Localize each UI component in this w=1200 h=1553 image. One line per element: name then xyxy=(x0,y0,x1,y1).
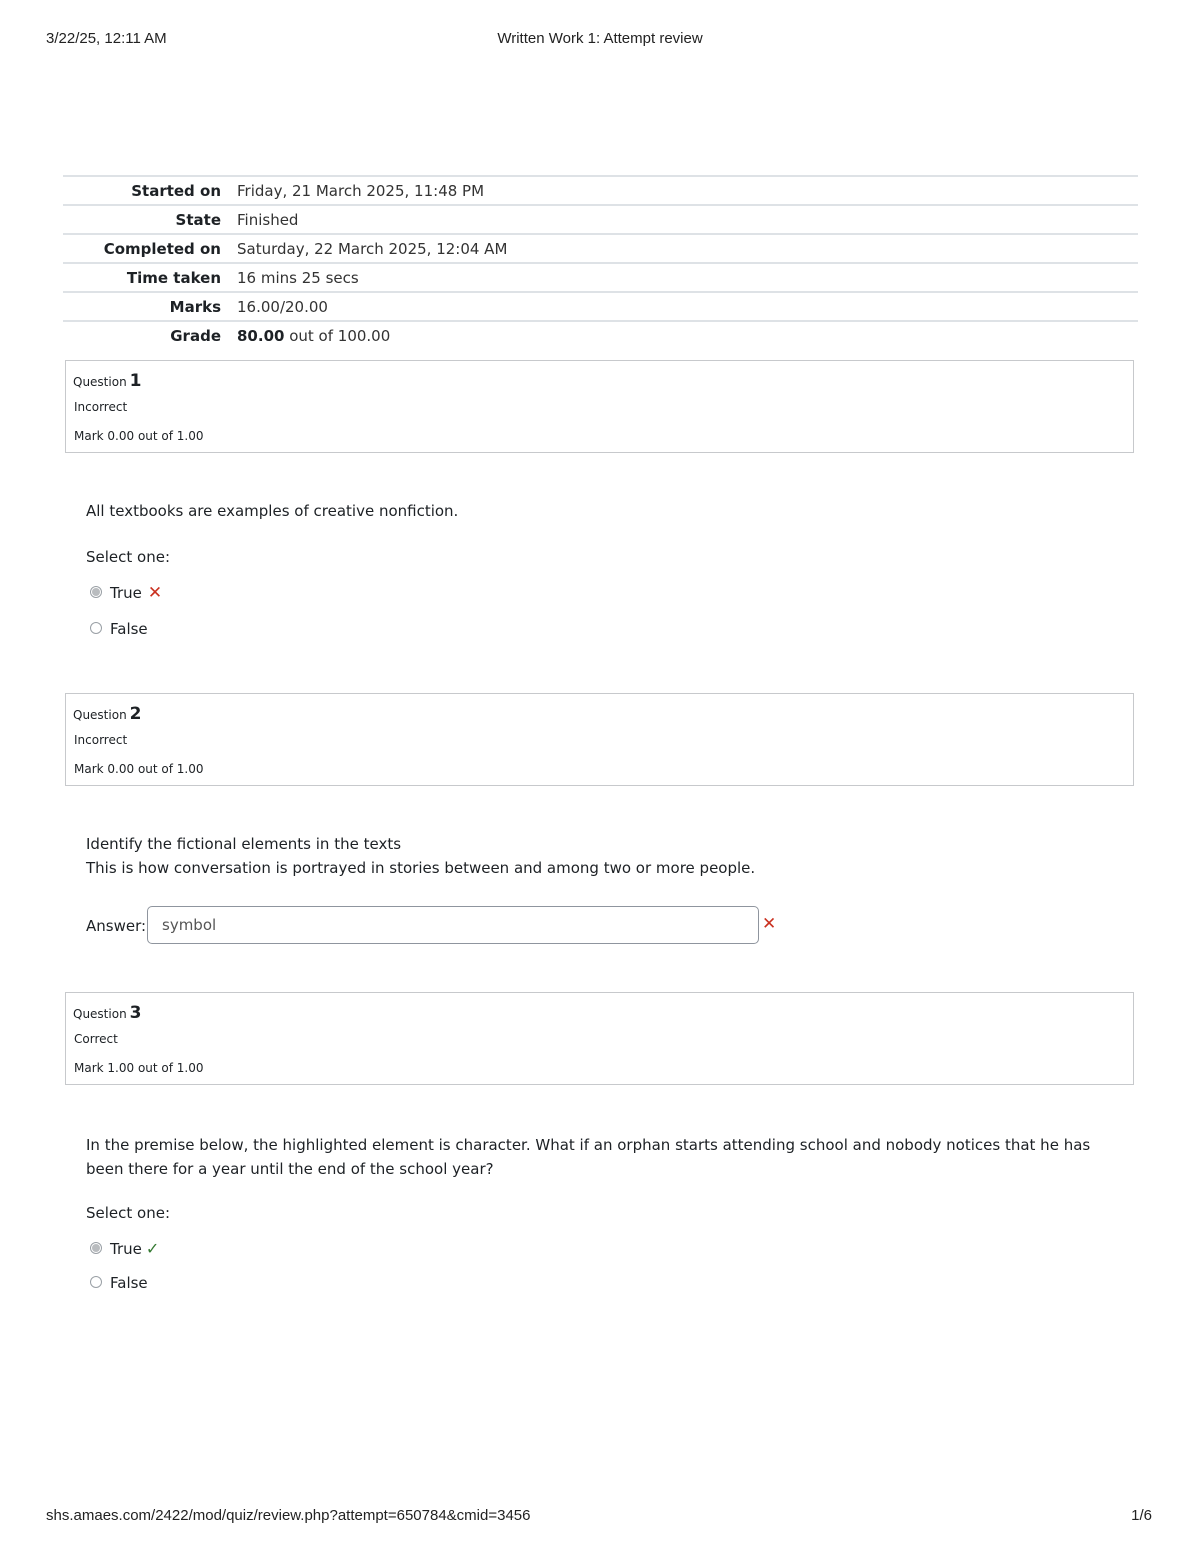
question-number-value: 3 xyxy=(129,1003,142,1023)
summary-row-grade xyxy=(63,321,1138,349)
question-mark: Mark 0.00 out of 1.00 xyxy=(74,762,204,776)
radio-checked-icon[interactable] xyxy=(90,586,102,598)
summary-value: Friday, 21 March 2025, 11:48 PM xyxy=(237,181,485,200)
summary-value: 16.00/20.00 xyxy=(237,297,328,316)
check-icon: ✓ xyxy=(145,1239,160,1258)
option-label: True xyxy=(110,584,142,602)
answer-label: Answer: xyxy=(86,917,147,935)
print-title: Written Work 1: Attempt review xyxy=(497,30,703,47)
option-true[interactable] xyxy=(86,1237,1126,1261)
cross-icon: ✕ xyxy=(147,583,163,603)
question-mark: Mark 1.00 out of 1.00 xyxy=(74,1061,204,1075)
grade-score: 80.00 xyxy=(237,326,285,345)
print-footer xyxy=(46,1507,1152,1527)
question-number xyxy=(73,1003,142,1023)
answer-row xyxy=(86,906,1126,946)
grade-out-of: out of 100.00 xyxy=(284,326,391,345)
radio-checked-icon[interactable] xyxy=(90,1242,102,1254)
question-2-content xyxy=(86,816,1126,946)
question-state: Incorrect xyxy=(74,400,128,414)
question-prefix: Question xyxy=(73,1007,127,1021)
question-state: Correct xyxy=(74,1032,118,1046)
question-prefix: Question xyxy=(73,375,127,389)
question-prompt: All textbooks are examples of creative nonfiction. xyxy=(86,502,459,520)
select-one-label: Select one: xyxy=(86,1204,171,1222)
question-prefix: Question xyxy=(73,708,127,722)
summary-value xyxy=(237,321,1138,349)
question-2-info xyxy=(65,693,1134,786)
option-true[interactable] xyxy=(86,581,1126,605)
option-false[interactable] xyxy=(86,617,1126,641)
summary-value: Finished xyxy=(237,210,299,229)
question-number-value: 1 xyxy=(129,371,142,391)
option-label: False xyxy=(110,620,148,638)
select-one-label: Select one: xyxy=(86,548,171,566)
page-url: shs.amaes.com/2422/mod/quiz/review.php?attempt=650784&cmid=3456 xyxy=(46,1507,531,1524)
summary-row-started xyxy=(63,176,1138,205)
question-3-info xyxy=(65,992,1134,1085)
summary-label: State xyxy=(175,210,221,229)
summary-row-marks xyxy=(63,292,1138,321)
page-number: 1/6 xyxy=(1131,1507,1152,1524)
option-false[interactable] xyxy=(86,1271,1126,1295)
question-1-info xyxy=(65,360,1134,453)
question-3-content xyxy=(86,1117,1126,1295)
summary-label: Grade xyxy=(170,326,221,345)
option-label: False xyxy=(110,1274,148,1292)
question-prompt-line1: Identify the fictional elements in the texts xyxy=(86,835,402,853)
answer-input[interactable]: symbol xyxy=(147,906,759,944)
summary-row-state xyxy=(63,205,1138,234)
summary-label: Time taken xyxy=(126,268,221,287)
print-datetime: 3/22/25, 12:11 AM xyxy=(46,30,167,47)
attempt-summary-table xyxy=(63,175,1138,349)
summary-value: Saturday, 22 March 2025, 12:04 AM xyxy=(237,239,508,258)
summary-label: Completed on xyxy=(103,239,221,258)
summary-row-time-taken xyxy=(63,263,1138,292)
question-prompt: In the premise below, the highlighted element is character. What if an orphan starts attending school and nobody notices that he has been there for a year until the end of the school year? xyxy=(86,1136,1091,1178)
summary-label: Marks xyxy=(169,297,221,316)
print-header xyxy=(46,30,1154,50)
question-state: Incorrect xyxy=(74,733,128,747)
radio-unchecked-icon[interactable] xyxy=(90,1276,102,1288)
summary-value: 16 mins 25 secs xyxy=(237,268,359,287)
question-1-content xyxy=(86,483,1126,641)
question-number-value: 2 xyxy=(129,704,142,724)
summary-label: Started on xyxy=(131,181,221,200)
question-prompt-line2: This is how conversation is portrayed in stories between and among two or more people. xyxy=(86,859,756,877)
radio-unchecked-icon[interactable] xyxy=(90,622,102,634)
cross-icon: ✕ xyxy=(762,914,777,934)
question-mark: Mark 0.00 out of 1.00 xyxy=(74,429,204,443)
option-label: True xyxy=(110,1240,142,1258)
summary-row-completed xyxy=(63,234,1138,263)
question-number xyxy=(73,704,142,724)
question-number xyxy=(73,371,142,391)
